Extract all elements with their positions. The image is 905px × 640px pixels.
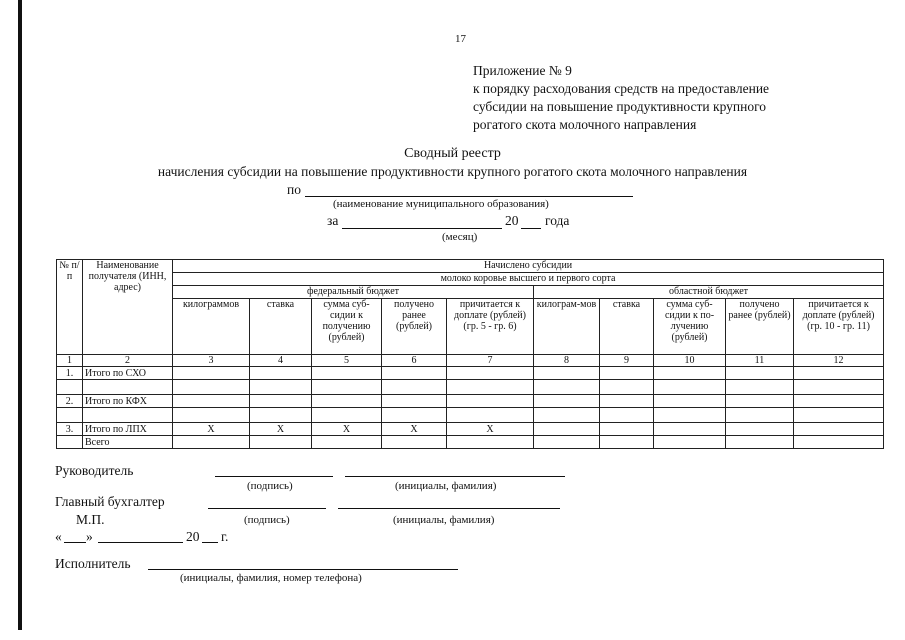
table-cell[interactable] (794, 423, 884, 436)
accountant-name-caption: (инициалы, фамилия) (393, 514, 495, 526)
po-label: по (287, 182, 301, 197)
table-cell[interactable] (447, 367, 534, 380)
table-cell[interactable] (312, 367, 382, 380)
table-row (57, 423, 884, 436)
table-cell[interactable] (447, 408, 534, 423)
table-cell[interactable] (173, 436, 250, 449)
col-number: 9 (600, 355, 654, 367)
x-mark: Х (250, 423, 312, 436)
table-cell[interactable] (173, 408, 250, 423)
table-cell[interactable] (600, 380, 654, 395)
accountant-signature-line[interactable] (208, 508, 326, 509)
table-cell[interactable] (312, 380, 382, 395)
head-signature-line[interactable] (215, 476, 333, 477)
col-number: 5 (312, 355, 382, 367)
table-cell[interactable] (600, 436, 654, 449)
table-cell (57, 408, 83, 423)
x-mark: Х (447, 423, 534, 436)
table-cell[interactable] (534, 423, 600, 436)
table-cell[interactable] (600, 423, 654, 436)
table-cell[interactable] (382, 380, 447, 395)
head-name-caption: (инициалы, фамилия) (395, 480, 497, 492)
header-accrued: Начислено субсидии (173, 260, 884, 273)
municipality-caption: (наименование муниципального образования) (333, 198, 549, 210)
row-name: Итого по ЛПХ (83, 423, 173, 436)
table-cell[interactable] (250, 408, 312, 423)
table-cell[interactable] (534, 367, 600, 380)
table-cell[interactable] (654, 395, 726, 408)
row-number: 1. (57, 367, 83, 380)
executor-caption: (инициалы, фамилия, номер телефона) (180, 572, 362, 584)
table-cell[interactable] (726, 408, 794, 423)
table-cell[interactable] (794, 436, 884, 449)
table-cell[interactable] (312, 408, 382, 423)
table-cell[interactable] (600, 367, 654, 380)
date-close-quote: » (86, 529, 93, 544)
head-name-line[interactable] (345, 476, 565, 477)
appendix-line-1: Приложение № 9 (473, 63, 572, 78)
year-field-line[interactable] (521, 228, 541, 229)
column-numbers-row (57, 355, 884, 367)
table-cell[interactable] (447, 395, 534, 408)
table-cell[interactable] (794, 380, 884, 395)
header-received-federal: получено ранее (рублей) (382, 299, 447, 355)
appendix-line-4: рогатого скота молочного направления (473, 117, 697, 132)
table-row (57, 367, 884, 380)
col-number: 12 (794, 355, 884, 367)
appendix-header (473, 62, 769, 134)
day-field-line[interactable] (64, 542, 86, 543)
table-cell[interactable] (534, 436, 600, 449)
header-kg-regional: килограм-мов (534, 299, 600, 355)
table-cell[interactable] (447, 380, 534, 395)
table-cell[interactable] (654, 367, 726, 380)
page-number: 17 (455, 33, 466, 45)
table-cell[interactable] (382, 395, 447, 408)
header-due-regional: причитается к доплате (рублей) (гр. 10 - гр. 11) (794, 299, 884, 355)
table-cell[interactable] (726, 367, 794, 380)
table-row (57, 395, 884, 408)
table-cell[interactable] (726, 423, 794, 436)
table-cell[interactable] (794, 395, 884, 408)
x-mark: Х (173, 423, 250, 436)
header-rate-federal: ставка (250, 299, 312, 355)
table-cell[interactable] (726, 436, 794, 449)
table-cell[interactable] (654, 408, 726, 423)
subsidy-register-table (56, 259, 884, 449)
stamp-label: М.П. (76, 512, 105, 527)
col-number: 6 (382, 355, 447, 367)
header-kg-federal: килограммов (173, 299, 250, 355)
table-cell[interactable] (382, 408, 447, 423)
left-edge-border (18, 0, 22, 630)
date-year-prefix: 20 (186, 529, 200, 544)
table-cell[interactable] (794, 408, 884, 423)
table-cell[interactable] (83, 380, 173, 395)
year-suffix: года (545, 213, 570, 228)
x-mark: Х (382, 423, 447, 436)
row-number: 2. (57, 395, 83, 408)
row-number: 3. (57, 423, 83, 436)
table-cell[interactable] (83, 408, 173, 423)
table-cell[interactable] (534, 380, 600, 395)
table-cell (57, 436, 83, 449)
accountant-name-line[interactable] (338, 508, 560, 509)
accountant-label: Главный бухгалтер (55, 494, 165, 509)
date-year-line[interactable] (202, 542, 218, 543)
document-title: Сводный реестр (404, 146, 501, 161)
header-rate-regional: ставка (600, 299, 654, 355)
table-row-total (57, 436, 884, 449)
row-name: Итого по СХО (83, 367, 173, 380)
table-cell[interactable] (726, 380, 794, 395)
date-year-suffix: г. (221, 529, 229, 544)
header-sum-regional: сумма суб-сидии к по-лучению (рублей) (654, 299, 726, 355)
table-cell[interactable] (312, 395, 382, 408)
table-cell[interactable] (250, 380, 312, 395)
header-received-regional: получено ранее (рублей) (726, 299, 794, 355)
header-due-federal: причитается к доплате (рублей) (гр. 5 - гр. 6) (447, 299, 534, 355)
accountant-sign-caption: (подпись) (244, 514, 290, 526)
col-number: 1 (57, 355, 83, 367)
month-caption: (месяц) (442, 231, 478, 243)
table-cell[interactable] (726, 395, 794, 408)
table-cell[interactable] (447, 436, 534, 449)
table-cell[interactable] (173, 380, 250, 395)
table-cell[interactable] (654, 436, 726, 449)
col-number: 7 (447, 355, 534, 367)
date-open-quote: « (55, 529, 62, 544)
table-cell[interactable] (600, 395, 654, 408)
head-label: Руководитель (55, 463, 134, 478)
table-cell[interactable] (250, 436, 312, 449)
header-regional-budget: областной бюджет (534, 286, 884, 299)
appendix-line-2: к порядку расходования средств на предоставление (473, 81, 770, 96)
head-sign-caption: (подпись) (247, 480, 293, 492)
table-cell[interactable] (173, 395, 250, 408)
header-milk: молоко коровье высшего и первого сорта (173, 273, 884, 286)
col-number: 2 (83, 355, 173, 367)
header-num: № п/п (57, 260, 83, 355)
col-number: 8 (534, 355, 600, 367)
table-cell[interactable] (250, 395, 312, 408)
executor-line[interactable] (148, 569, 458, 570)
col-number: 10 (654, 355, 726, 367)
header-recipient: Наименование получателя (ИНН, адрес) (83, 260, 173, 355)
header-sum-federal: сумма суб-сидии к получению (рублей) (312, 299, 382, 355)
table-cell[interactable] (600, 408, 654, 423)
table-cell[interactable] (794, 367, 884, 380)
municipality-field-line[interactable] (305, 196, 633, 197)
col-number: 11 (726, 355, 794, 367)
col-number: 3 (173, 355, 250, 367)
document-subtitle: начисления субсидии на повышение продуктивности крупного рогатого скота молочного направления (157, 164, 748, 179)
table-cell (57, 380, 83, 395)
table-cell[interactable] (250, 367, 312, 380)
header-federal-budget: федеральный бюджет (173, 286, 534, 299)
year-prefix: 20 (505, 213, 519, 228)
table-row (57, 380, 884, 395)
appendix-line-3: субсидии на повышение продуктивности крупного (473, 99, 767, 114)
table-cell[interactable] (173, 367, 250, 380)
total-label: Всего (83, 436, 173, 449)
table-row (57, 408, 884, 423)
executor-label: Исполнитель (55, 556, 131, 571)
row-name: Итого по КФХ (83, 395, 173, 408)
table-cell[interactable] (534, 408, 600, 423)
month-field-line[interactable] (342, 228, 502, 229)
table-cell[interactable] (312, 436, 382, 449)
table-cell[interactable] (534, 395, 600, 408)
table-cell[interactable] (654, 380, 726, 395)
table-cell[interactable] (382, 367, 447, 380)
table-cell[interactable] (382, 436, 447, 449)
za-label: за (327, 213, 339, 228)
table-cell[interactable] (654, 423, 726, 436)
col-number: 4 (250, 355, 312, 367)
date-month-line[interactable] (98, 542, 183, 543)
x-mark: Х (312, 423, 382, 436)
